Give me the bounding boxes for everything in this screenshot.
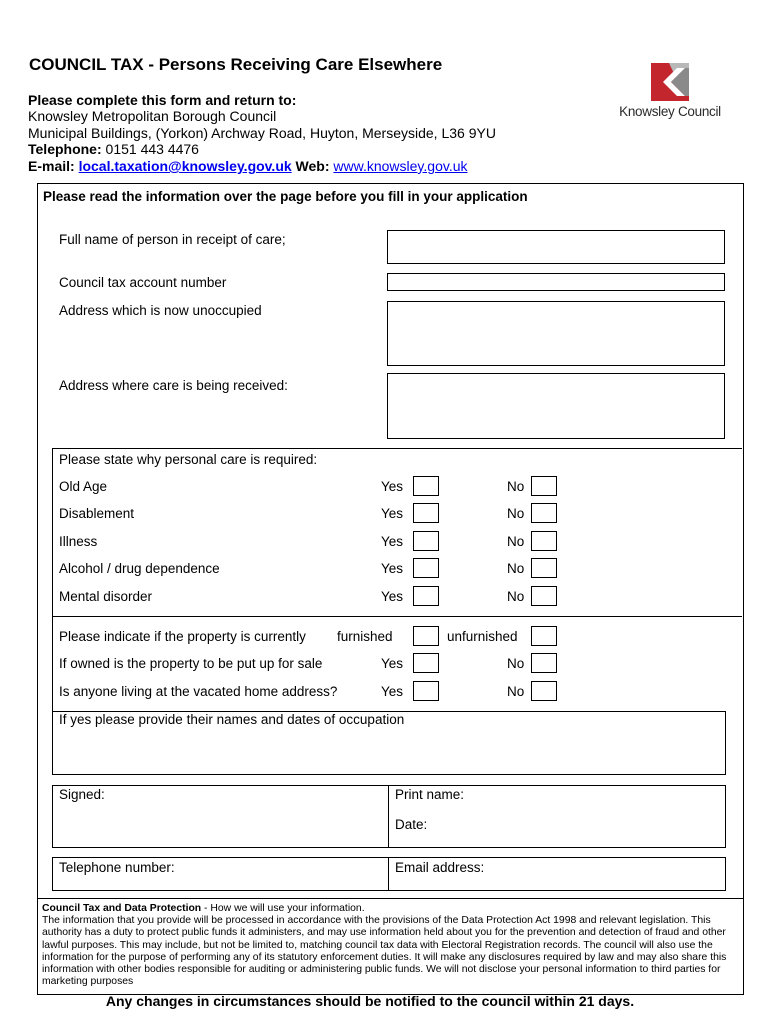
email-address-label[interactable]: Email address: xyxy=(395,860,485,875)
furnished-label: furnished xyxy=(337,629,393,644)
reason-label-illness: Illness xyxy=(59,534,98,549)
no-label: No xyxy=(507,506,525,521)
signature-divider xyxy=(388,785,389,847)
property-status-label: Please indicate if the property is currently xyxy=(59,629,306,644)
data-protection-body: The information that you provide will be processed in accordance with the provisions of the Data Protection Act 1998 and relevant legislation. This authority has a duty to protect public funds it administers, and may use information held about you for the prevention and detection of fraud and other lawful purposes. This may include, but not be limited to, matching council tax data with Electoral Registration records. The council will also use the information for the purpose of performing any of its statutory enforcement duties. It will make any disclosures required by law and may also share this information with other bodies responsible for auditing or administering public funds. We will not disclose your personal information to third parties for marketing purposes xyxy=(42,915,727,988)
alcohol-no-checkbox[interactable] xyxy=(531,558,557,578)
reason-label-old-age: Old Age xyxy=(59,479,108,494)
disablement-yes-checkbox[interactable] xyxy=(413,503,439,523)
contact-divider xyxy=(388,857,389,890)
reason-section-top xyxy=(52,448,742,449)
illness-no-checkbox[interactable] xyxy=(531,531,557,551)
old-age-yes-checkbox[interactable] xyxy=(413,476,439,496)
property-section-top xyxy=(52,616,742,617)
anyone-living-no-checkbox[interactable] xyxy=(531,681,557,701)
no-label: No xyxy=(507,561,525,576)
no-label: No xyxy=(507,684,525,699)
knowsley-logo xyxy=(617,60,723,126)
return-instruction: Please complete this form and return to: xyxy=(28,92,297,108)
web-label: Web: xyxy=(295,158,330,174)
for-sale-label: If owned is the property to be put up for sale xyxy=(59,656,323,671)
for-sale-no-checkbox[interactable] xyxy=(531,653,557,673)
no-label: No xyxy=(507,479,525,494)
signature-block xyxy=(52,785,726,848)
mental-no-checkbox[interactable] xyxy=(531,586,557,606)
care-address-label: Address where care is being received: xyxy=(59,378,288,393)
reason-label-alcohol: Alcohol / drug dependence xyxy=(59,561,220,576)
yes-label: Yes xyxy=(381,656,404,671)
yes-label: Yes xyxy=(381,479,404,494)
logo-mark-icon xyxy=(617,60,723,106)
unoccupied-address-input[interactable] xyxy=(387,301,725,366)
reason-label-disablement: Disablement xyxy=(59,506,135,521)
no-label: No xyxy=(507,534,525,549)
signed-label[interactable]: Signed: xyxy=(59,787,105,802)
council-name: Knowsley Metropolitan Borough Council xyxy=(28,108,277,124)
no-label: No xyxy=(507,656,525,671)
unfurnished-label: unfurnished xyxy=(447,629,518,644)
form-intro: Please read the information over the page before you fill in your application xyxy=(43,189,528,204)
mental-yes-checkbox[interactable] xyxy=(413,586,439,606)
unfurnished-checkbox[interactable] xyxy=(531,626,557,646)
account-number-input[interactable] xyxy=(387,273,725,291)
old-age-no-checkbox[interactable] xyxy=(531,476,557,496)
telephone-value: 0151 443 4476 xyxy=(101,141,199,157)
email-label: E-mail: xyxy=(28,158,75,174)
illness-yes-checkbox[interactable] xyxy=(413,531,439,551)
data-protection-heading: Council Tax and Data Protection xyxy=(42,903,202,914)
unoccupied-address-label: Address which is now unoccupied xyxy=(59,303,262,318)
council-address: Municipal Buildings, (Yorkon) Archway Road, Huyton, Merseyside, L36 9YU xyxy=(28,125,496,141)
data-protection-notice xyxy=(42,903,736,988)
data-protection-divider xyxy=(37,898,743,899)
email-link[interactable]: local.taxation@knowsley.gov.uk xyxy=(78,158,292,174)
no-label: No xyxy=(507,589,525,604)
for-sale-yes-checkbox[interactable] xyxy=(413,653,439,673)
yes-label: Yes xyxy=(381,589,404,604)
telephone-label: Telephone: xyxy=(28,141,102,157)
care-address-input[interactable] xyxy=(387,373,725,439)
telephone-number-label[interactable]: Telephone number: xyxy=(59,860,175,875)
telephone-line xyxy=(28,141,199,158)
disablement-no-checkbox[interactable] xyxy=(531,503,557,523)
anyone-living-label: Is anyone living at the vacated home address? xyxy=(59,684,338,699)
yes-label: Yes xyxy=(381,561,404,576)
full-name-input[interactable] xyxy=(387,230,725,264)
yes-label: Yes xyxy=(381,684,404,699)
print-name-label[interactable]: Print name: xyxy=(395,787,465,802)
logo-text: Knowsley Council xyxy=(619,104,721,119)
yes-label: Yes xyxy=(381,506,404,521)
web-link[interactable]: www.knowsley.gov.uk xyxy=(333,158,468,174)
date-label[interactable]: Date: xyxy=(395,817,428,832)
property-section-border xyxy=(52,616,53,711)
reason-section-border xyxy=(52,448,53,616)
anyone-living-yes-checkbox[interactable] xyxy=(413,681,439,701)
full-name-label: Full name of person in receipt of care; xyxy=(59,232,286,247)
contact-line xyxy=(28,158,468,175)
alcohol-yes-checkbox[interactable] xyxy=(413,558,439,578)
account-number-label: Council tax account number xyxy=(59,275,227,290)
furnished-checkbox[interactable] xyxy=(413,626,439,646)
reason-question: Please state why personal care is required: xyxy=(59,452,318,467)
occupants-label: If yes please provide their names and dates of occupation xyxy=(59,712,405,727)
data-protection-heading-suffix: - How we will use your information. xyxy=(201,903,365,914)
reason-label-mental: Mental disorder xyxy=(59,589,153,604)
page-title: COUNCIL TAX - Persons Receiving Care Elsewhere xyxy=(29,55,443,74)
yes-label: Yes xyxy=(381,534,404,549)
footer-notice: Any changes in circumstances should be notified to the council within 21 days. xyxy=(105,993,635,1009)
